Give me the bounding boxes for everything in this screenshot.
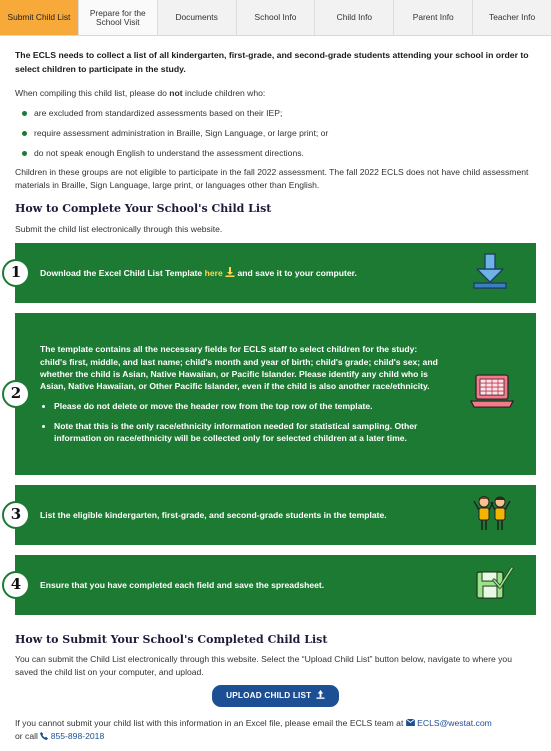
step-4 [10,555,536,615]
contact-info: If you cannot submit your child list with this information in an Excel file, please email the ECLS team at ECLS@westat.com or call 855-898-2018 [15,718,492,742]
step-number-3: 3 [2,501,30,529]
submit-heading: How to Submit Your School's Completed Child List [15,632,328,646]
step-1-text: Download the Excel Child List Template here and save it to your computer. [40,267,357,278]
step-2-bullets [54,400,446,444]
step-4-text: Ensure that you have completed each field and save the spreadsheet. [40,579,325,590]
save-check-icon [474,564,514,606]
email-icon [406,718,415,728]
exclusion-list [15,107,536,160]
email-link[interactable]: ECLS@westat.com [417,718,492,729]
phone-link[interactable]: 855-898-2018 [50,731,105,742]
tab-parent-info[interactable]: Parent Info [394,0,473,35]
step-number-2: 2 [2,380,30,408]
step-3 [10,485,536,545]
step-2 [10,313,536,475]
compile-instruction: When compiling this child list, please do not include children who: [15,87,266,98]
upload-button-wrap [15,685,536,707]
tab-documents[interactable]: Documents [158,0,237,35]
upload-child-list-button[interactable]: UPLOAD CHILD LIST [212,685,339,707]
list-item: do not speak enough English to understand the assessment directions. [15,147,536,160]
template-download-link[interactable]: here [204,267,223,278]
tab-prepare-school-visit[interactable]: Prepare for the School Visit [79,0,158,35]
list-item: • Note that this is the only race/ethnicity information needed for statistical sampling. Other information on race/ethnicity will be collected only for selected children at a later time. [54,420,446,444]
complete-subtext: Submit the child list electronically through this website. [15,223,223,234]
list-item: require assessment administration in Braille, Sign Language, or large print; or [15,127,536,140]
download-small-icon[interactable] [225,268,237,278]
intro-text: The ECLS needs to collect a list of all kindergarten, first-grade, and second-grade students attending your school in order to select children to participate in the study. [15,50,529,74]
tab-submit-child-list[interactable]: Submit Child List [0,0,79,35]
ineligible-note: Children in these groups are not eligible to participate in the fall 2022 assessment. The fall 2022 ECLS does not have child assessment materials in Braille, Sign Language, large print, or languages other than English. [15,167,529,191]
step-3-text: List the eligible kindergarten, first-grade, and second-grade students in the template. [40,509,387,520]
list-item: • Please do not delete or move the header row from the top row of the template. [54,400,446,412]
phone-icon [40,731,48,741]
tab-bar [0,0,551,36]
tab-school-info[interactable]: School Info [237,0,316,35]
students-icon [472,493,512,537]
tab-child-info[interactable]: Child Info [315,0,394,35]
download-icon [472,252,508,294]
main-content [0,36,551,743]
submit-text: You can submit the Child List electronically through this website. Select the “Upload Child List” button below, navigate to where you saved the child list on your computer, and upload. [15,654,512,677]
step-number-1: 1 [2,259,30,287]
complete-heading: How to Complete Your School's Child List [15,202,272,216]
step-1 [10,243,536,303]
laptop-spreadsheet-icon [470,373,514,415]
step-number-4: 4 [2,571,30,599]
tab-teacher-info[interactable]: Teacher Info [473,0,551,35]
upload-icon [314,691,325,700]
step-2-text: The template contains all the necessary fields for ECLS staff to select children for the study: child's first, middle, and last name; child's month and year of birth; child's grade; child's sex; and whether the child is Asian, Native Hawaiian, or Pacific Islander. Please identify any child who is Asian, Native Hawaiian, or Other Pacific Islander, even if the child is also another race/ethnicity. • Please do not delete or move the header row from the top row of the template. • Note that this is the only race/ethnicity information needed for statistical sampling. Other information on race/ethnicity will be collected only for selected children at a later time. [15,343,536,443]
list-item: are excluded from standardized assessments based on their IEP; [15,107,536,120]
